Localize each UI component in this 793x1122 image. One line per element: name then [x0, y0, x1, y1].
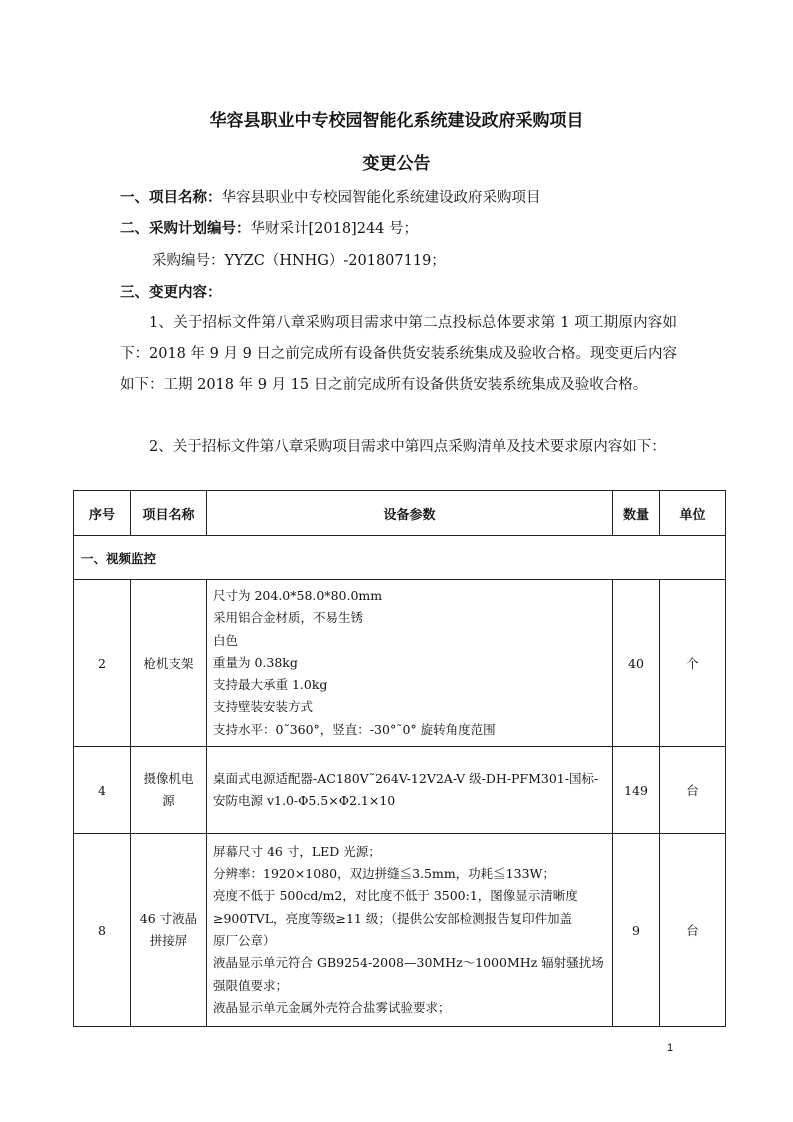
row-unit: 台 [660, 834, 726, 1027]
param-line: 屏幕尺寸 46 寸，LED 光源； [213, 843, 381, 859]
row-unit: 台 [660, 747, 726, 834]
header-qty: 数量 [613, 491, 660, 536]
row-params [207, 747, 613, 834]
item-plan-number-label: 二、采购计划编号： [120, 221, 251, 237]
row-qty: 40 [613, 580, 660, 747]
param-line: 亮度不低于 500cd/m2，对比度不低于 3500:1，图像显示清晰度 [213, 888, 578, 904]
param-line: 白色 [213, 632, 239, 648]
row-name: 46 寸液晶拼接屏 [131, 834, 207, 1027]
document-title: 华容县职业中专校园智能化系统建设政府采购项目 [209, 111, 584, 131]
param-line: 支持壁装安装方式 [213, 699, 314, 715]
param-line: 液晶显示单元符合 GB9254-2008—30MHz～1000MHz 辐射骚扰场 [213, 955, 604, 971]
item-plan-number-value: 华财采计[2018]244 号； [250, 221, 418, 237]
row-unit: 个 [660, 580, 726, 747]
param-line: 采用铝合金材质，不易生锈 [213, 610, 364, 626]
header-name: 项目名称 [131, 491, 207, 536]
param-line: 桌面式电源适配器-AC180V˜264V-12V2A-V 级-DH-PFM301-国标- [213, 770, 599, 786]
param-line: 安防电源 v1.0-Φ5.5×Φ2.1×10 [213, 793, 396, 808]
row-name: 摄像机电源 [131, 747, 207, 834]
item-project-name [120, 186, 541, 207]
param-line: 液晶显示单元金属外壳符合盐雾试验要求； [213, 999, 451, 1015]
param-line: 支持最大承重 1.0kg [213, 677, 328, 693]
change-paragraph-2: 2、关于招标文件第八章采购项目需求中第四点采购清单及技术要求原内容如下： [149, 439, 666, 455]
param-line: 分辨率：1920×1080，双边拼缝≦3.5mm，功耗≦133W； [213, 866, 555, 882]
purchase-number: 采购编号：YYZC（HNHG）-201807119； [152, 253, 446, 269]
header-params: 设备参数 [207, 491, 613, 536]
section-video-surveillance: 一、视频监控 [74, 536, 726, 580]
procurement-table [73, 490, 726, 1027]
item-project-name-label: 一、项目名称： [120, 190, 222, 206]
change-paragraph-1: 1、关于招标文件第八章采购项目需求中第二点投标总体要求第 1 项工期原内容如下：2018 年 9 月 9 日之前完成所有设备供货安装系统集成及验收合格。现变更后内容如下：工期 2018 年 9 月 15 日之前完成所有设备供货安装系统集成及验收合格。 [120, 315, 677, 393]
document-subtitle: 变更公告 [362, 154, 431, 174]
row-qty: 149 [613, 747, 660, 834]
table-section-row [74, 536, 726, 580]
param-line: 尺寸为 204.0*58.0*80.0mm [213, 587, 383, 603]
table-row [74, 580, 726, 747]
row-qty: 9 [613, 834, 660, 1027]
param-line: 强限值要求； [213, 977, 289, 993]
param-line: 重量为 0.38kg [213, 654, 298, 670]
param-line: 原厂公章） [213, 933, 276, 948]
row-params [207, 834, 613, 1027]
param-line: 支持水平：0˜360°，竖直：-30°˜0° 旋转角度范围 [213, 721, 496, 737]
table-header-row [74, 491, 726, 536]
header-no: 序号 [74, 491, 131, 536]
param-line: ≥900TVL，亮度等级≥11 级；（提供公安部检测报告复印件加盖 [213, 910, 573, 926]
table-row [74, 834, 726, 1027]
row-no: 8 [74, 834, 131, 1027]
item-project-name-value: 华容县职业中专校园智能化系统建设政府采购项目 [221, 190, 541, 206]
header-unit: 单位 [660, 491, 726, 536]
row-no: 4 [74, 747, 131, 834]
row-no: 2 [74, 580, 131, 747]
item-plan-number [120, 217, 418, 238]
row-name: 枪机支架 [131, 580, 207, 747]
item-change-content-label: 三、变更内容： [120, 285, 222, 301]
row-params [207, 580, 613, 747]
page-number: 1 [667, 1042, 674, 1054]
table-row [74, 747, 726, 834]
